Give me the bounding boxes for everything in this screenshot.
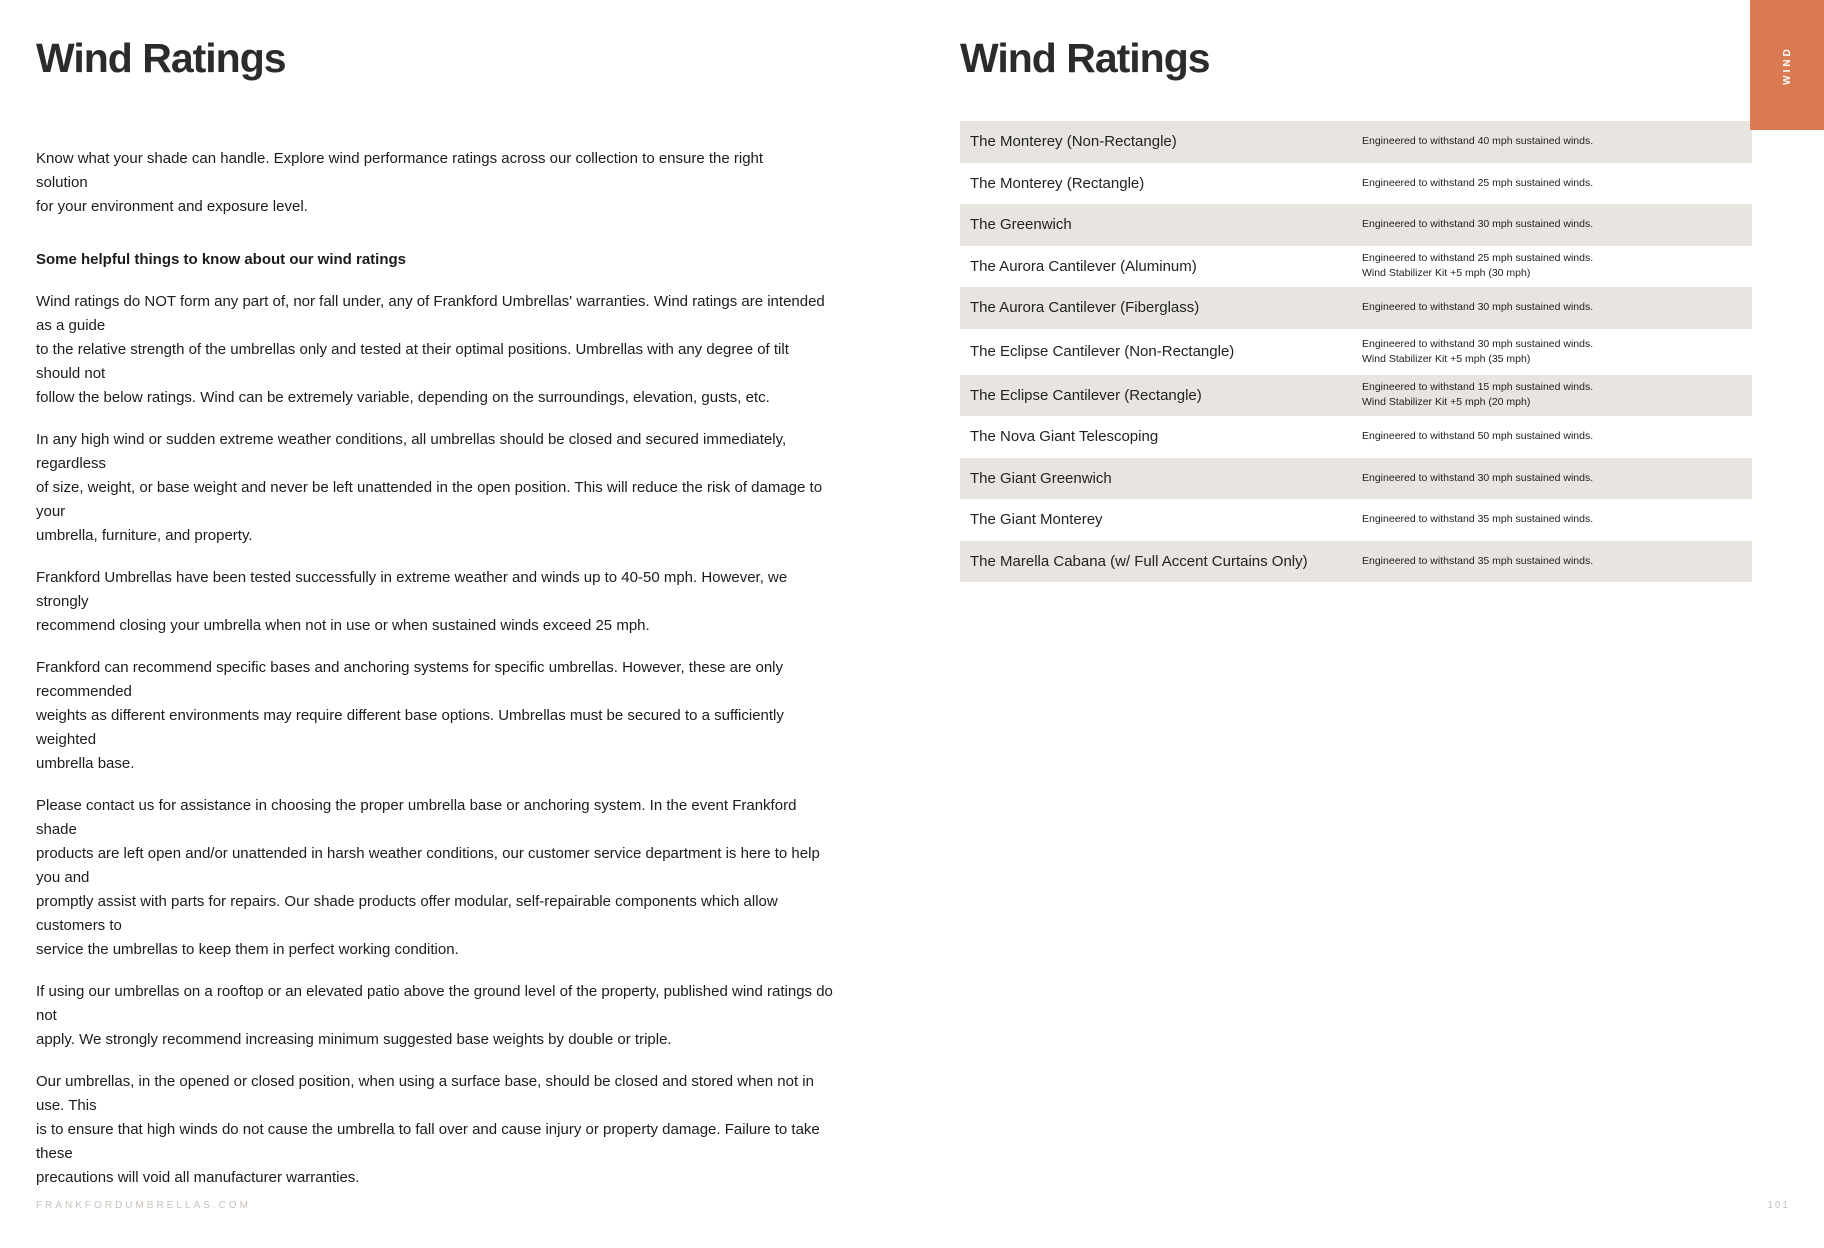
stabilizer-note: Wind Stabilizer Kit +5 mph (20 mph) [1362,396,1531,409]
left-page [36,34,836,1190]
wind-rating [1362,380,1752,410]
rating-text: Engineered to withstand 40 mph sustained winds. [1362,135,1594,148]
rating-text: Engineered to withstand 50 mph sustained winds. [1362,430,1594,443]
section-tab-label: WIND [1781,45,1793,85]
rating-text: Engineered to withstand 15 mph sustained winds. [1362,381,1594,394]
stabilizer-note: Wind Stabilizer Kit +5 mph (35 mph) [1362,352,1531,365]
umbrella-name: The Giant Monterey [970,511,1103,529]
paragraph-warranty: Wind ratings do NOT form any part of, nor fall under, any of Frankford Umbrellas' warranties. Wind ratings are intended as a guide to the relative strength of the umbrellas only and tested at their optimal positions. Umbrellas with any degree of tilt should not follow the below ratings. Wind can be extremely variable, depending on the surroundings, elevation, gusts, etc. [36,293,825,406]
table-row [960,287,1752,329]
umbrella-name: The Giant Greenwich [970,469,1112,487]
paragraph-contact: Please contact us for assistance in choosing the proper umbrella base or anchoring system. In the event Frankford shade products are left open and/or unattended in harsh weather conditions, our customer service department is here to help you and promptly assist with parts for repairs. Our shade products offer modular, self-repairable components which allow customers to service the umbrellas to keep them in perfect working condition. [36,797,820,958]
helpful-things-heading: Some helpful things to know about our wind ratings [36,251,406,268]
paragraph-bases: Frankford can recommend specific bases and anchoring systems for specific umbrellas. However, these are only recommended weights as different environments may require different base options. Umbrellas must be secured to a sufficiently weighted umbrella base. [36,659,784,772]
table-row [960,329,1752,375]
umbrella-name: The Monterey (Non-Rectangle) [970,133,1177,151]
rating-text: Engineered to withstand 25 mph sustained winds. [1362,176,1594,189]
wind-rating [1362,429,1752,444]
right-page [960,34,1752,82]
umbrella-name: The Marella Cabana (w/ Full Accent Curtains Only) [970,552,1308,570]
rating-text: Engineered to withstand 25 mph sustained winds. [1362,252,1594,265]
paragraph-tested: Frankford Umbrellas have been tested successfully in extreme weather and winds up to 40-50 mph. However, we strongly recommend closing your umbrella when not in use or when sustained winds exceed 25 mph. [36,569,788,634]
rating-text: Engineered to withstand 30 mph sustained winds. [1362,337,1594,350]
table-row [960,458,1752,500]
wind-rating [1362,337,1752,367]
paragraph-rooftop: If using our umbrellas on a rooftop or an elevated patio above the ground level of the property, published wind ratings do not apply. We strongly recommend increasing minimum suggested base weights by double or triple. [36,983,833,1048]
footer-website: FRANKFORDUMBRELLAS.COM [36,1200,251,1211]
table-row [960,246,1752,288]
wind-rating [1362,251,1752,281]
rating-text: Engineered to withstand 35 mph sustained winds. [1362,554,1594,567]
umbrella-name: The Nova Giant Telescoping [970,428,1159,446]
table-row [960,541,1752,583]
umbrella-name: The Aurora Cantilever (Aluminum) [970,257,1197,275]
wind-rating [1362,471,1752,486]
table-row [960,121,1752,163]
wind-ratings-table [960,121,1752,582]
paragraph-high-wind: In any high wind or sudden extreme weather conditions, all umbrellas should be closed and secured immediately, regardless of size, weight, or base weight and never be left unattended in the open position. This will reduce the risk of damage to your umbrella, furniture, and property. [36,431,823,544]
table-row [960,375,1752,417]
table-row [960,416,1752,458]
intro-text: Know what your shade can handle. Explore wind performance ratings across our collection to ensure the right solution for your environment and exposure level. [36,150,764,215]
wind-rating [1362,300,1752,315]
paragraph-surface-base: Our umbrellas, in the opened or closed position, when using a surface base, should be closed and stored when not in use. This is to ensure that high winds do not cause the umbrella to fall over and cause injury or property damage. Failure to take these precautions will void all manufacturer warranties. [36,1073,820,1186]
table-row [960,499,1752,541]
stabilizer-note: Wind Stabilizer Kit +5 mph (30 mph) [1362,267,1531,280]
rating-text: Engineered to withstand 35 mph sustained winds. [1362,513,1594,526]
wind-rating [1362,176,1752,191]
rating-text: Engineered to withstand 30 mph sustained winds. [1362,218,1594,231]
umbrella-name: The Aurora Cantilever (Fiberglass) [970,299,1200,317]
wind-rating [1362,512,1752,527]
umbrella-name: The Monterey (Rectangle) [970,174,1145,192]
wind-rating [1362,554,1752,569]
page-title-right: Wind Ratings [960,35,1210,81]
wind-rating [1362,134,1752,149]
page-number: 101 [1767,1200,1790,1211]
umbrella-name: The Greenwich [970,216,1072,234]
rating-text: Engineered to withstand 30 mph sustained winds. [1362,301,1594,314]
table-row [960,204,1752,246]
umbrella-name: The Eclipse Cantilever (Non-Rectangle) [970,343,1235,360]
umbrella-name: The Eclipse Cantilever (Rectangle) [970,386,1202,404]
rating-text: Engineered to withstand 30 mph sustained winds. [1362,471,1594,484]
section-tab [1750,0,1824,130]
page-title: Wind Ratings [36,35,286,81]
wind-rating [1362,217,1752,232]
table-row [960,163,1752,205]
